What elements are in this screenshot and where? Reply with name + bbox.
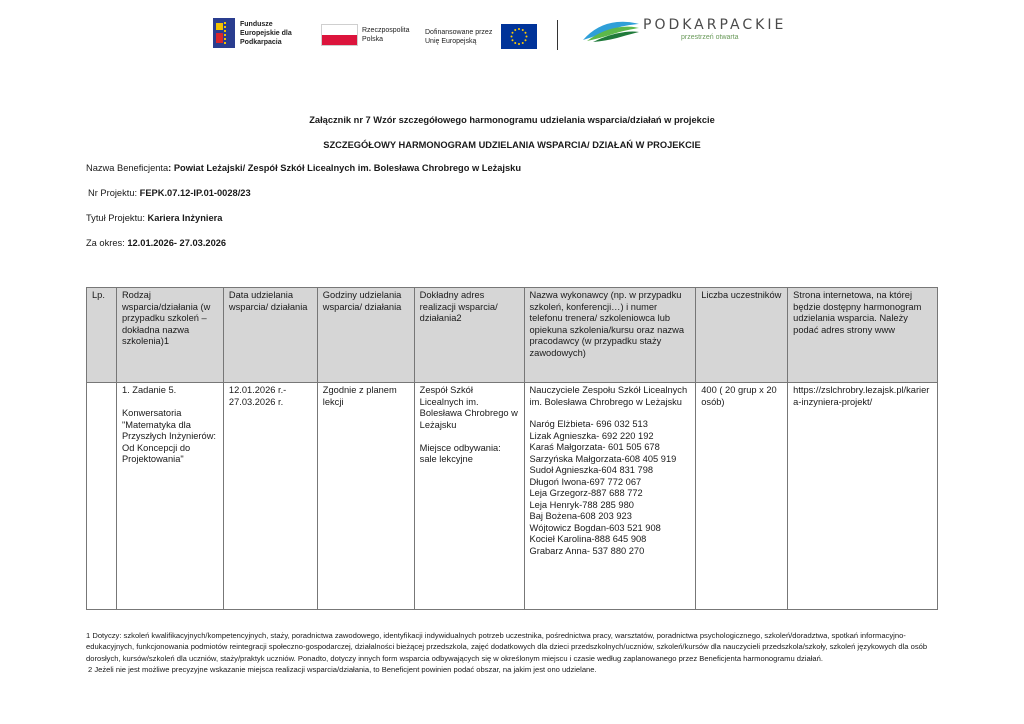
cell-lp (87, 383, 117, 610)
eu-cofinanced-logo (425, 24, 537, 49)
header-hours: Godziny udzielania wsparcia/ działania (317, 288, 414, 383)
document-main-title: SZCZEGÓŁOWY HARMONOGRAM UDZIELANIA WSPARCIA/ DZIAŁAŃ W PROJEKCIE (323, 140, 701, 150)
period-value: 12.01.2026- 27.03.2026 (127, 238, 227, 248)
fundusze-europejskie-logo (213, 18, 310, 48)
podkarpackie-logo (583, 16, 786, 42)
cell-date: 12.01.2026 r.- 27.03.2026 r. (223, 383, 317, 610)
period-label: Za okres: (86, 238, 128, 248)
polish-flag-icon (321, 24, 358, 46)
project-title-label: Tytuł Projektu: (86, 213, 148, 223)
beneficiary-field (86, 163, 521, 173)
project-number-field (88, 188, 251, 198)
fe-mark-icon (213, 18, 235, 48)
contractor-intro: Nauczyciele Zespołu Szkół Licealnych im. Bolesława Chrobrego w Leżajsku (529, 385, 688, 407)
podkarpackie-subtitle: przestrzeń otwarta (681, 34, 739, 41)
fe-logo-text: Fundusze Europejskie dla Podkarpacia (240, 20, 292, 46)
contact-item: Sudoł Agnieszka-604 831 798 (529, 465, 654, 475)
contact-item: Lizak Agnieszka- 692 220 192 (529, 430, 654, 441)
project-title-field (86, 213, 222, 223)
cell-hours: Zgodnie z planem lekcji (317, 383, 414, 610)
cell-address: Zespół Szkół Licealnych im. Bolesława Chrobrego w Leżajsku Miejsce odbywania: sale lekcyjne (414, 383, 524, 610)
contact-item: Baj Bożena-608 203 923 (529, 511, 632, 521)
eu-flag-icon (501, 24, 537, 49)
footnote-1: 1 Dotyczy: szkoleń kwalifikacyjnych/kompetencyjnych, staży, poradnictwa zawodowego, identyfikacji indywidualnych potrzeb uczestnika, pośrednictwa pracy, warsztatów, poradnictwa psychologicznego, szkoleń/doradztwa, spotkań informacyjno-edukacyjnych, funkcjonowania podmiotów reintegracji społeczno-gospodarczej, działalności bieżącej przedszkola, zajęć dodatkowych dla dzieci przedszkolnych/uczniów, szkoleń/kursów dla nauczycieli przedszkola/szkoły, szkoleń językowych dla osób dorosłych, kursów/szkoleń dla uczniów, staży/praktyk uczniów. Ponadto, dotyczy innych form wsparcia odbywających się w określonym miejscu i czasie według zaplanowanego przez Beneficjenta harmonogramu działań. (86, 631, 928, 663)
contact-item: Leja Henryk-788 285 980 (529, 499, 634, 510)
header-date: Data udzielania wsparcia/ działania (223, 288, 317, 383)
beneficiary-label: Nazwa Beneficjenta (86, 163, 169, 173)
project-number-label: Nr Projektu: (88, 188, 140, 198)
contact-item: Grabarz Anna- 537 880 270 (529, 545, 645, 556)
table-row (87, 383, 938, 610)
table-header-row (87, 288, 938, 383)
period-field (86, 238, 226, 248)
header-support-type: Rodzaj wsparcia/działania (w przypadku szkoleń – dokładna nazwa szkolenia)1 (116, 288, 223, 383)
contact-item: Sarzyńska Małgorzata-608 405 919 (529, 453, 677, 464)
header-address: Dokładny adres realizacji wsparcia/ działania2 (414, 288, 524, 383)
contact-item: Długoń Iwona-697 772 067 (529, 476, 642, 487)
cell-support-type: 1. Zadanie 5. Konwersatoria "Matematyka dla Przyszłych Inżynierów: Od Koncepcji do Projektowania" (116, 383, 223, 610)
logo-bar (0, 14, 1024, 58)
header-participants: Liczba uczestników (696, 288, 788, 383)
footnote-2: 2 Jeżeli nie jest możliwe precyzyjne wskazanie miejsca realizacji wsparcia/działania, to Beneficjent powinien podać obszar, na jakim jest ono udzielane. (88, 665, 597, 675)
schedule-table (86, 287, 938, 610)
header-contractor: Nazwa wykonawcy (np. w przypadku szkoleń, konferencji…) i numer telefonu trenera/ szkoleniowca lub opiekuna szkolenia/kursu oraz nazwa pracodawcy (w przypadku staży zawodowych) (524, 288, 696, 383)
contact-list (530, 419, 691, 557)
rzeczpospolita-logo (321, 24, 412, 46)
contact-item: Karaś Małgorzata- 601 505 678 (529, 442, 660, 452)
beneficiary-value: : Powiat Leżajski/ Zespół Szkół Licealnych im. Bolesława Chrobrego w Leżajsku (168, 163, 522, 173)
header-website: Strona internetowa, na której będzie dostępny harmonogram udzielania wsparcia. Należy podać adres strony www (788, 288, 938, 383)
cell-website[interactable]: https://zslchrobry.lezajsk.pl/kariera-inzyniera-projekt/ (788, 383, 938, 610)
contact-item: Kocieł Karolina-888 645 908 (529, 534, 647, 544)
footnotes (86, 630, 938, 676)
contact-item: Naróg Elżbieta- 696 032 513 (529, 419, 648, 429)
project-number-value: FEPK.07.12-IP.01-0028/23 (139, 188, 251, 198)
podkarpackie-hills-icon (583, 16, 639, 42)
podkarpackie-title: PODKARPACKIE (643, 17, 787, 33)
ue-logo-text: Dofinansowane przez Unię Europejską (425, 28, 493, 45)
project-title-value: Kariera Inżyniera (147, 213, 223, 223)
cell-participants: 400 ( 20 grup x 20 osób) (696, 383, 788, 610)
contact-item: Wójtowicz Bogdan-603 521 908 (529, 522, 661, 533)
header-lp: Lp. (87, 288, 117, 383)
contact-item: Leja Grzegorz-887 688 772 (529, 488, 643, 498)
cell-contractor (524, 383, 696, 610)
rp-logo-text: Rzeczpospolita Polska (362, 27, 410, 43)
annex-title: Załącznik nr 7 Wzór szczegółowego harmonogramu udzielania wsparcia/działań w projekcie (309, 115, 715, 125)
logo-divider (557, 20, 558, 50)
